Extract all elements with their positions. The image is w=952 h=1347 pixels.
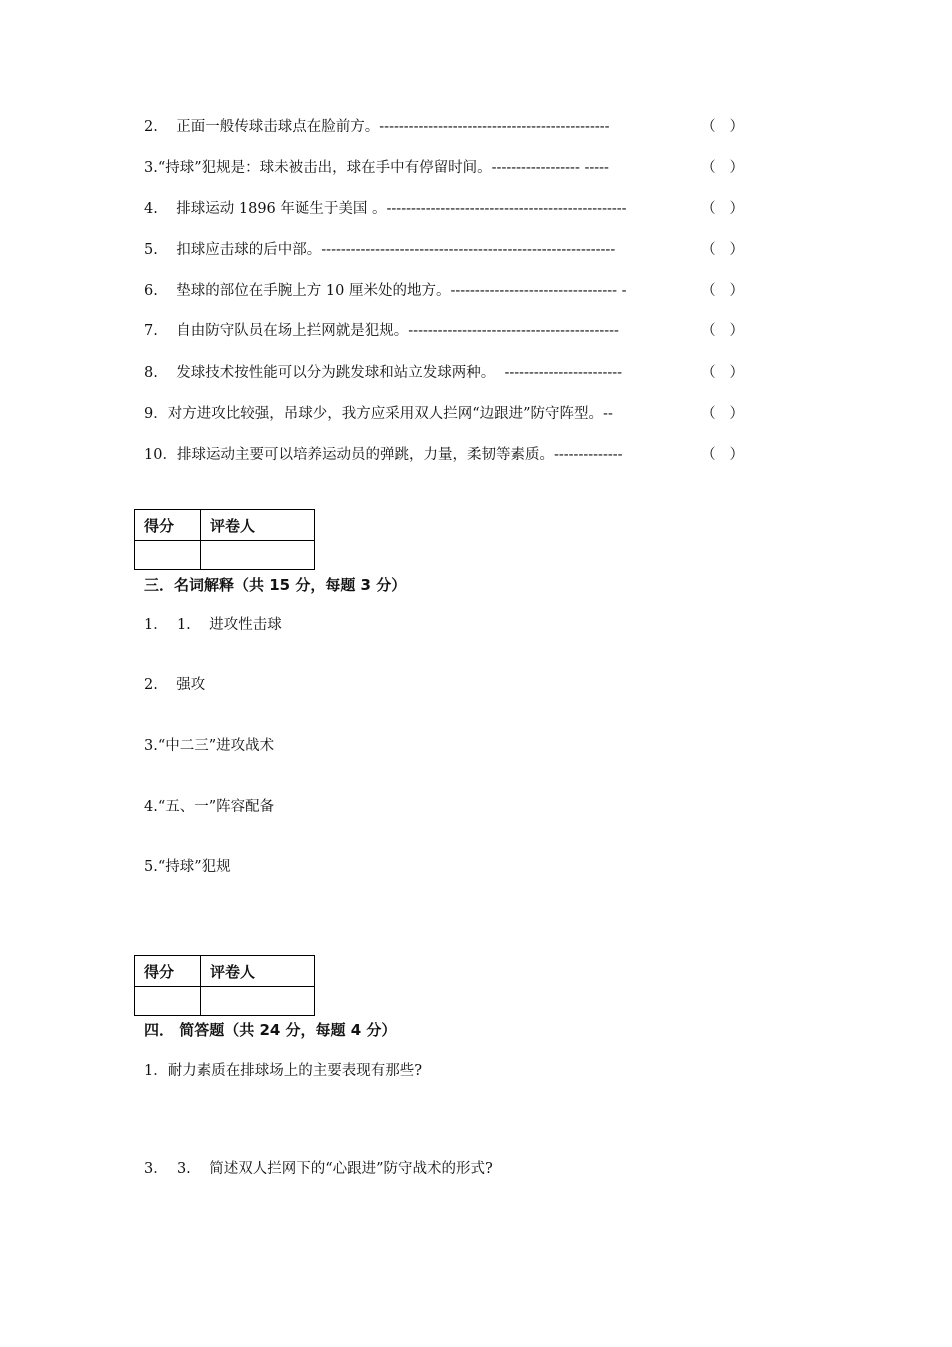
short-answer-item: 1．耐力素质在排球场上的主要表现有那些? xyxy=(144,1063,422,1079)
question-text: 2. 正面一般传球击球点在脸前方。----------------------------------------------- xyxy=(144,119,610,135)
question-text: 3.“持球”犯规是：球未被击出，球在手中有停留时间。------------------ ----- xyxy=(144,160,609,176)
term-item: 2. 强攻 xyxy=(144,677,206,693)
section-3-heading: 三．名词解释（共 15 分，每题 3 分） xyxy=(144,576,407,594)
answer-paren[interactable]: （ ） xyxy=(701,160,744,176)
question-text: 8. 发球技术按性能可以分为跳发球和站立发球两种。 ------------------------ xyxy=(144,365,623,381)
grader-label: 评卷人 xyxy=(201,956,315,987)
term-item: 5.“持球”犯规 xyxy=(144,859,231,875)
score-box xyxy=(134,509,315,570)
answer-paren[interactable]: （ ） xyxy=(701,242,744,258)
answer-paren[interactable]: （ ） xyxy=(701,119,744,135)
score-label: 得分 xyxy=(135,956,201,987)
answer-paren[interactable]: （ ） xyxy=(701,201,744,217)
answer-paren[interactable]: （ ） xyxy=(701,406,744,422)
grader-cell[interactable] xyxy=(201,987,315,1016)
score-cell[interactable] xyxy=(135,541,201,570)
section-4-heading: 四． 简答题（共 24 分，每题 4 分） xyxy=(144,1021,397,1039)
grader-cell[interactable] xyxy=(201,541,315,570)
score-box xyxy=(134,955,315,1016)
score-label: 得分 xyxy=(135,510,201,541)
tf-question-10 xyxy=(144,446,744,500)
term-item: 4.“五、一”阵容配备 xyxy=(144,799,275,815)
answer-paren[interactable]: （ ） xyxy=(701,283,744,299)
short-answer-item: 3． 3. 简述双人拦网下的“心跟进”防守战术的形式? xyxy=(144,1161,493,1177)
question-text: 7. 自由防守队员在场上拦网就是犯规。------------------------------------------- xyxy=(144,323,619,339)
question-text: 10．排球运动主要可以培养运动员的弹跳，力量，柔韧等素质。-------------- xyxy=(144,447,623,463)
term-item: 3.“中二三”进攻战术 xyxy=(144,738,275,754)
answer-paren[interactable]: （ ） xyxy=(701,323,744,339)
question-text: 9．对方进攻比较强，吊球少，我方应采用双人拦网“边跟进”防守阵型。-- xyxy=(144,406,613,422)
term-item: 1． 1. 进攻性击球 xyxy=(144,617,282,633)
score-cell[interactable] xyxy=(135,987,201,1016)
grader-label: 评卷人 xyxy=(201,510,315,541)
answer-paren[interactable]: （ ） xyxy=(701,365,744,381)
question-text: 4. 排球运动 1896 年诞生于美国 。------------------------------------------------- xyxy=(144,201,627,217)
question-text: 5. 扣球应击球的后中部。------------------------------------------------------------ xyxy=(144,242,616,258)
answer-paren[interactable]: （ ） xyxy=(701,447,744,463)
question-text: 6. 垫球的部位在手腕上方 10 厘米处的地方。---------------------------------- - xyxy=(144,283,627,299)
